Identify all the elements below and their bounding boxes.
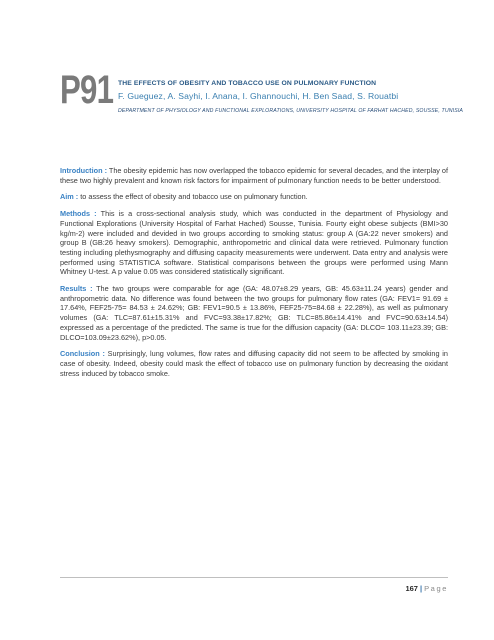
methods-section — [60, 209, 448, 277]
aim-label: Aim : — [60, 192, 79, 202]
abstract-title: THE EFFECTS OF OBESITY AND TOBACCO USE ON PULMONARY FUNCTION — [118, 80, 377, 87]
introduction-section — [60, 166, 448, 185]
author-list: F. Gueguez, A. Sayhi, I. Anana, I. Ghannouchi, H. Ben Saad, S. Rouatbi — [118, 91, 399, 101]
methods-text: This is a cross-sectional analysis study, which was conducted in the department of Physiology and Functional Explorations (University Hospital of Farhat Hached) Sousse, Tunisia. Fourty eight obese subjects (BMI>30 kg/m-2) were included and devided in two groups according to smoking status: group A (GA:22 never smokers) and group B (GB:26 heavy smokers). Demographic, anthropometric and clinical data were retrieved. Pulmonary function testing including plethysmography and diffusing capacity measurements were underwent. Data entry and analysis were performed using STATISTICA software. Statistical comparisons between the groups were performed using Mann Whitney U-test. A p value 0.05 was considered statistically significant. — [60, 209, 448, 277]
page-number: 167 — [405, 584, 418, 593]
introduction-label: Introduction : — [60, 166, 108, 175]
results-text: The two groups were comparable for age (GA: 48.07±8.29 years, GB: 45.63±11.24 years) gender and anthropometric data. No difference was found between the two groups for pulmonary flow rates (GA: FEV1= 91.69 ± 17.64%, FEF25-75= 84.53 ± 24.62%; GB: FEV1=90.5 ± 13.86%, FEF25-75=84.68 ± 22.28%), as well as pulmonary volumes (GA: TLC=87.61±15.31% and FVC=93.38±17.82%; GB: TLC=85.86±14.41% and FVC=90.63±14.54) expressed as a percentage of the predicted. The same is true for the diffusion capacity (GA: DLCO= 103.11±23.39; GB: DLCO=103.09±23.62%), p>0.05. — [60, 284, 448, 342]
page-separator: | — [419, 584, 423, 593]
page-footer — [388, 584, 448, 594]
conclusion-text: Surprisingly, lung volumes, flow rates and diffusing capacity did not seem to be affected by smoking in case of obesity. Indeed, obesity could mask the effect of tobacco use on pulmonary function by decreasing the oxidant stress induced by tobacco smoke. — [60, 349, 448, 378]
results-label: Results : — [60, 284, 93, 294]
conclusion-label: Conclusion : — [60, 349, 105, 359]
abstract-body — [60, 166, 448, 385]
affiliation: DEPARTMENT OF PHYSIOLOGY AND FUNCTIONAL EXPLORATIONS, UNIVERSITY HOSPITAL OF FARHAT HACHED, SOUSSE, TUNISIA — [118, 108, 464, 114]
introduction-text: The obesity epidemic has now overlapped the tobacco epidemic for several decades, and the interplay of these two highly prevalent and known risk factors for impairment of pulmonary function needs to be better understood. — [60, 166, 449, 185]
conclusion-section — [60, 349, 448, 378]
results-section — [60, 284, 448, 342]
methods-label: Methods : — [60, 209, 97, 219]
poster-code: P91 — [60, 68, 114, 112]
footer-divider — [60, 577, 448, 578]
abstract-header — [118, 79, 478, 115]
page-word: Page — [424, 584, 448, 593]
aim-section — [60, 192, 448, 202]
aim-text: to assess the effect of obesity and tobacco use on pulmonary function. — [78, 192, 308, 202]
